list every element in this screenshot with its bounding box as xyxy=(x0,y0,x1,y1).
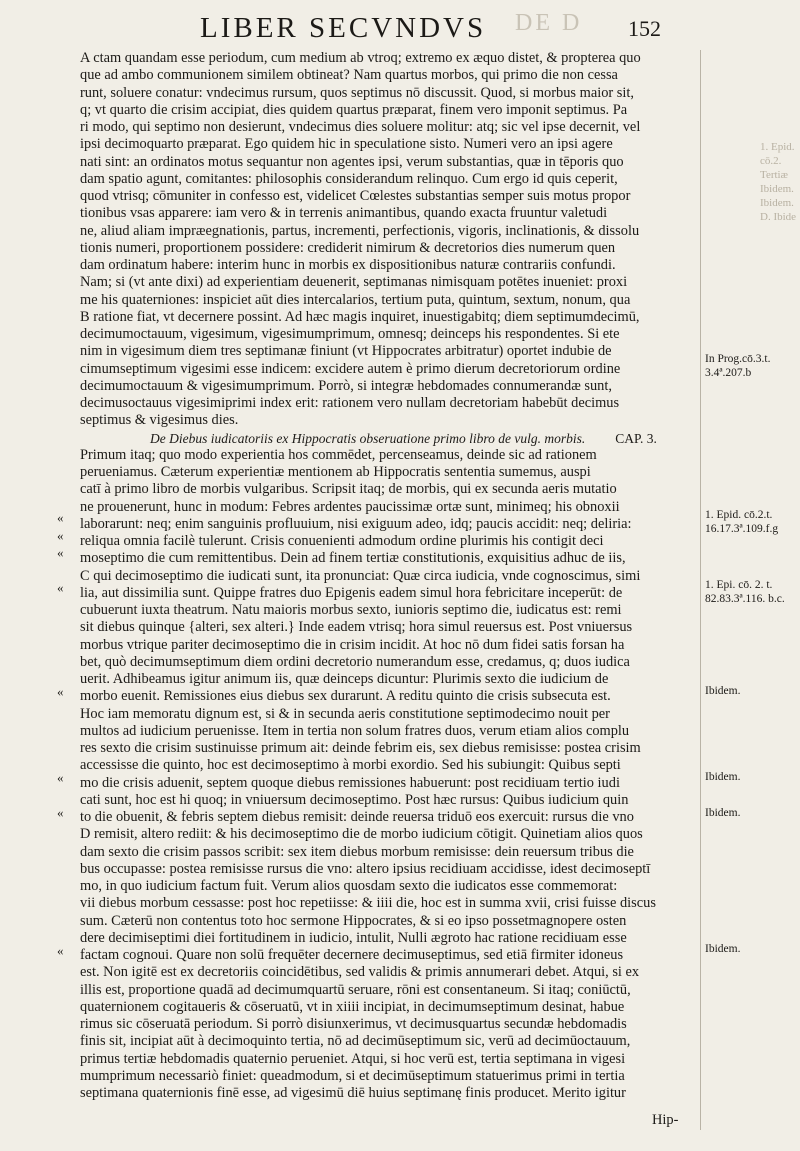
text-line: tionibus vsas apparere: iam vero & in terrenis animantibus, quando exacta fruuntur valetudi xyxy=(80,205,608,222)
text-line: cimumseptimum vigesimi esse indicem: excidere autem è primo dierum decretoriorum ordine xyxy=(80,360,621,377)
marginal-note: 1. Epi. cō. 2. t. 82.83.3ª.116. b.c. xyxy=(705,579,785,605)
quote-mark: « xyxy=(57,580,64,595)
text-line: B ratione fiat, vt decernere possint. Ad hæc magis inquiret, inuestigabitq; diem septimumdecimū, xyxy=(80,308,640,325)
text-line: morbus vtrique pariter decimoseptimo die in crisim incidit. At hoc nō dum fidei satis forsan ha xyxy=(80,636,625,653)
page-number: 152 xyxy=(628,16,661,41)
quote-mark: « xyxy=(57,684,64,699)
text-line: ne prouenerunt, hunc in modum: Febres ardentes paucissimæ ortæ sunt, minimeq; his obnoxii xyxy=(80,498,620,515)
text-line: dam sexto die crisim passos scribit: sex item diebus morbum remisisse: dein reuersum tribus die xyxy=(80,843,634,860)
text-line: illis est, proportione quadā ad decimumquartū seruare, rōni est consentaneum. Si itaq; coniūctū, xyxy=(80,981,631,998)
chapter-number: CAP. 3. xyxy=(615,430,657,446)
chapter-heading xyxy=(80,430,698,447)
text-line: perueniamus. Cæterum experientiæ mentionem ab Hippocratis sententia sumemus, auspi xyxy=(80,464,591,480)
quote-mark: « xyxy=(57,805,64,820)
text-line: catī à primo libro de morbis vulgaribus. Scripsit itaq; de morbis, qui ex secunda aeris mutatio xyxy=(80,481,617,498)
text-line: tionis numeri, proportionem possidere: crediderit nimirum & decretorios dies numerum quen xyxy=(80,239,616,256)
text-line: mo die crisis aduenit, septem quoque diebus remissiones habuerunt: post recidiuam tertio iudi xyxy=(80,774,620,791)
marginal-note: Ibidem. xyxy=(705,807,741,819)
text-line: finis sit, incipiat aūt à decimoquinto tertia, nō ad decimūseptimum sic, verū ad decimūoctauum, xyxy=(80,1033,631,1050)
main-text xyxy=(80,50,698,1102)
quote-mark: « xyxy=(57,943,64,958)
marginal-note: 1. Epid. cō.2.t. 16.17.3ª.109.f.g xyxy=(705,509,779,535)
text-line: primus tertiæ hebdomadis quaternio perueniet. Atqui, si hoc verū est, tertia septimana in vigesi xyxy=(80,1050,626,1067)
text-line: morbo euenit. Remissiones eius diebus sex durarunt. A reditu quinto die crisis subsecuta est. xyxy=(80,688,611,705)
marginal-note: Ibidem. xyxy=(705,771,741,783)
text-line: me his quaterniones: inspiciet aūt dies intercalarios, tertium puta, quintum, sextum, nonum, qua xyxy=(80,291,631,308)
text-line: quaternionem cogitaueris & cōseruatū, vt in xiiii incipiat, in decimumseptimum desinat, habue xyxy=(80,998,625,1015)
text-line: nim in vigesimum diem tres septimanæ finiunt (vt Hippocrates arbitratur) oportet indubie de xyxy=(80,343,612,360)
chapter-title: De Diebus iudicatoriis ex Hippocratis obseruatione primo libro de vulg. morbis. xyxy=(150,430,586,446)
quote-mark: « xyxy=(57,528,64,543)
text-line: laborarunt: neq; enim sanguinis profluuium, nisi exiguum adeo, idq; paucis accidit: neq; deliria: xyxy=(80,515,632,532)
text-line: cubuerunt iuxta theatrum. Natu maioris morbus sexto, iunioris septimo die, iudicatus est: remi xyxy=(80,602,622,618)
catchword: Hip- xyxy=(652,1112,679,1128)
text-line: D remisit, altero rediit: & his decimoseptimo die de morbo iudicium cōtigit. Quinetiam alios quos xyxy=(80,826,643,843)
text-line: mumprimum necessariò finiet: queadmodum, si et decimūseptimum statuerimus primi in tertia xyxy=(80,1067,625,1084)
text-line: to die obuenit, & febris septem diebus remisit: deinde reuersa triduō eos exercuit: rursus die vno xyxy=(80,809,634,825)
text-line: sit diebus quinque {alteri, sex alteri.} Inde eadem vtrisq; hora simul reuersus est. Post vniuersus xyxy=(80,619,633,636)
text-line: septimana quaternionis finē esse, ad vigesimū diē huius septimanę finis producet. Merito igitur xyxy=(80,1085,626,1101)
text-line: dam spatio agunt, comitantes: philosophis considerandum relinquo. Cum ergo id quis ceperit, xyxy=(80,170,618,187)
text-line: A ctam quandam esse periodum, cum medium ab vtroq; extremo ex æquo distet, & propterea quo xyxy=(80,50,641,66)
bleed-through-header: DE D xyxy=(515,10,583,36)
text-line: ri modo, qui septimo non desierunt, vndecimus dies soluere molitur: atq; sic vel ipse decernit, vel xyxy=(80,119,641,135)
text-line: lia, aut dissimilia sunt. Quippe fratres duo Epigenis eadem simul hora febricitare inceperūt: de xyxy=(80,584,623,601)
text-line: dere decimiseptimi diei fortitudinem in iudicio, intulit, Nulli ægroto hac ratione recidiuam esse xyxy=(80,929,627,946)
text-line: vii diebus morbum cessasse: post hoc repetiisse: & iiii die, hoc est in summa xvii, crisi fuisse discus xyxy=(80,895,656,912)
text-line: q; vt quarto die crisim accipiat, dies quidem quartus præparat, finem vero imponit septimus. Pa xyxy=(80,101,628,118)
text-line: bus occupasse: postea remisisse rursus die vno: altero ipsius recidiuam accidisse, idest decimoseptī xyxy=(80,860,651,877)
marginal-note: Ibidem. xyxy=(705,943,741,955)
text-line: factam cognoui. Quare non solū frequēter decernere decimuseptimus, sed etiā firmiter idoneus xyxy=(80,947,624,963)
text-line: cati sunt, hoc est hi quoq; in vniuersum decimoseptimo. Post hæc rursus: Quibus iudicium quin xyxy=(80,791,629,808)
text-line: res sexto die crisim sustinuisse primum ait: deinde febrim eis, sex diebus remisisse: postea crisim xyxy=(80,740,641,756)
text-line: moseptimo die cum remittentibus. Dein ad finem tertiæ constitutionis, exquisitius adhuc de iis, xyxy=(80,550,626,567)
text-line: decimumoctauum, vigesimum, vigesimumprimum, omnesq; deinceps his respondentes. Si ete xyxy=(80,326,620,342)
text-line: reliqua omnia facilè tulerunt. Crisis conuenienti admodum ordine plurimis his contigit deci xyxy=(80,533,604,549)
text-line: que ad ambo communionem similem obtineat? Nam quartus morbos, qui primo die non cessa xyxy=(80,67,618,84)
text-line: est. Non igitē est ex decretoriis coincidētibus, sed validis & primis annumerari debet. Atqui, si ex xyxy=(80,964,640,981)
text-line: accessisse die quinto, hoc est decimoseptimo à morbi exordio. Sed his subiungit: Quibus septi xyxy=(80,757,621,774)
text-line: decimusoctauus vigesimiprimi index erit: rationem vero nullam decretoriam habebūt decimus xyxy=(80,395,620,411)
text-line: bet, quò decimumseptimum diem ordini decretorio numerandum esse, credamus, q; duos iudica xyxy=(80,653,630,670)
text-line: multos ad iudicium peruenisse. Item in tertia non solum fratres duos, verum etiam alios complu xyxy=(80,722,630,739)
bleed-through-notes: 1. Epid. cō.2. Tertiæ Ibidem. Ibidem. D. Ibide xyxy=(760,141,797,223)
text-line: mo, in quo iudicium factum fuit. Verum alios quosdam sexto die iudicatos esse commemorat: xyxy=(80,878,618,894)
text-line: sum. Cæterū non contentus toto hoc sermone Hippocrates, & si eo ipso possetmagnopere osten xyxy=(80,912,627,929)
text-line: decimumoctauum & vigesimumprimum. Porrò, si integræ hebdomades connumerandæ sunt, xyxy=(80,377,612,394)
text-line: C qui decimoseptimo die iudicati sunt, ita pronunciat: Quæ circa iudicia, vnde cognoscimus, simi xyxy=(80,567,641,584)
text-line: runt, soluere conatur: vndecimus rursum, quos septimus nō discussit. Quod, si morbus maior sit, xyxy=(80,84,634,101)
text-line: dam ordinatum habere: interim hunc in morbis ex dispositionibus naturæ contrariis confundi. xyxy=(80,257,616,273)
text-line: ne, aliud aliam impræegnationis, partus, incrementi, perfectionis, vigoris, inclinationis, & dissolu xyxy=(80,222,640,239)
text-line: uerit. Adhibeamus igitur animum iis, quæ deinceps dicuntur: Plurimis sexto die iudicium de xyxy=(80,671,609,687)
text-line: Nam; si (vt ante dixi) ad experientiam deuenerit, septimanas nimisquam potētes inueniet: proxi xyxy=(80,274,628,291)
text-line: septimus & vigesimus dies. xyxy=(80,412,239,429)
marginal-note: In Prog.cō.3.t. 3.4ª.207.b xyxy=(705,353,771,379)
margin-rule xyxy=(700,50,701,1130)
quote-mark: « xyxy=(57,770,64,785)
marginal-note: Ibidem. xyxy=(705,685,741,697)
text-line: ipsi decimoquarto præparat. Ego quidem hic in speculatione sisto. Numeri vero an ipsi agere xyxy=(80,136,613,153)
quote-mark: « xyxy=(57,545,64,560)
text-line: quod vtrisq; cōmuniter in confesso est, videlicet Cœlestes substantias semper suis motus propor xyxy=(80,188,631,204)
text-line: nati sint: an ordinatos motus sequantur non agentes ipsi, verum substantias, quæ in tēporis quo xyxy=(80,153,624,170)
text-line: Hoc iam memoratu dignum est, si & in secunda aeris constitutione septimodecimo nouit per xyxy=(80,705,610,722)
quote-mark: « xyxy=(57,510,64,525)
text-line: Primum itaq; quo modo experientia hos commēdet, percenseamus, deinde sic ad rationem xyxy=(80,446,597,463)
text-line: rimus sic cōseruatā periodum. Si porrò disiunxerimus, vt decimusquartus secundæ hebdomadis xyxy=(80,1016,627,1032)
running-head: LIBER SECVNDVS xyxy=(200,12,487,44)
